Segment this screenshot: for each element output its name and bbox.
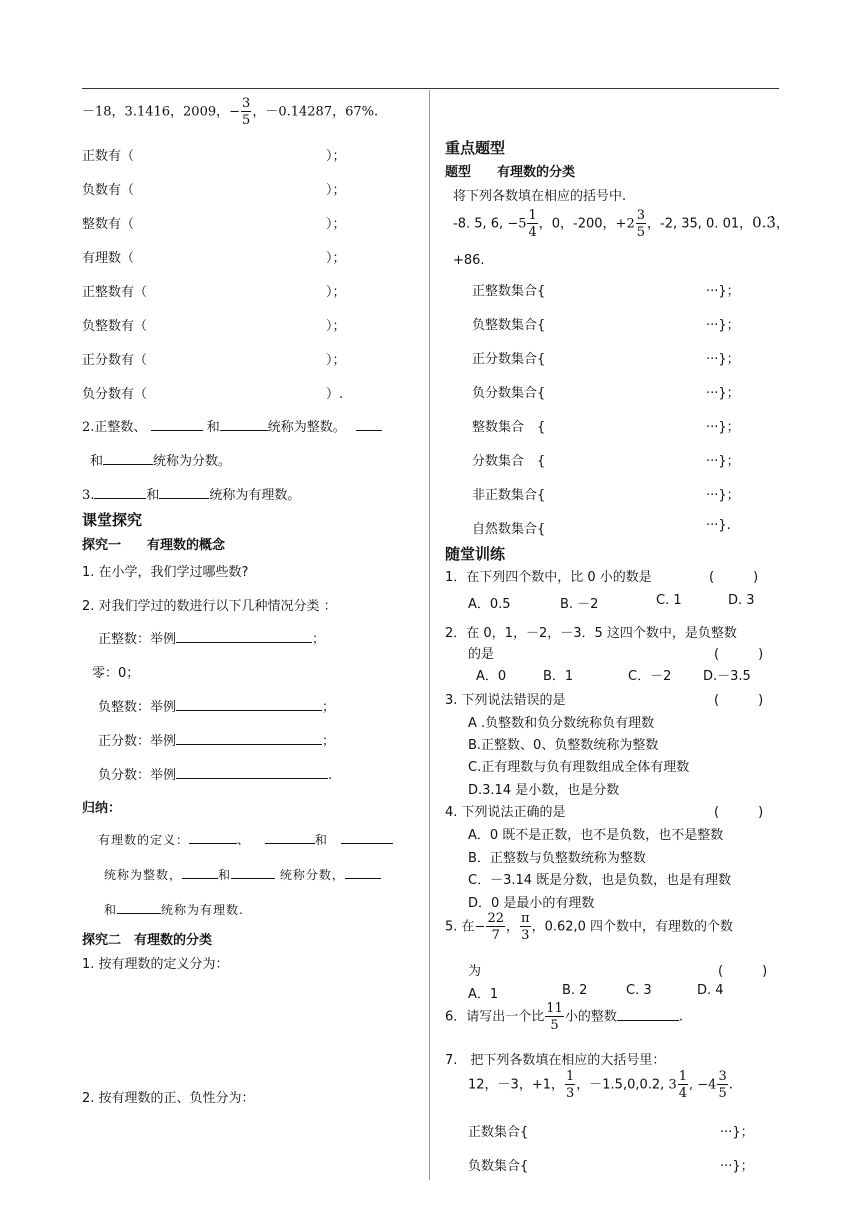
category-row: 正分数：举例 ； xyxy=(98,734,336,749)
option: B.正整数、0、负整数统称为整数 xyxy=(468,738,659,753)
section-title: 随堂训练 xyxy=(445,545,506,563)
fill-row: 负分数有（ xyxy=(82,387,148,402)
subsection-title: 探究一 有理数的概念 xyxy=(82,538,226,553)
question: 7. 把下列各数填在相应的大括号里： xyxy=(445,1053,666,1068)
summary-title: 归纳： xyxy=(82,801,122,816)
fraction: $\frac{\pi}{3}$ xyxy=(521,911,530,943)
fill-row: 正数有（ xyxy=(82,149,135,164)
question-cont: 为 xyxy=(468,964,482,979)
category-row: 零：0； xyxy=(92,666,140,681)
section-title: 重点题型 xyxy=(445,139,506,157)
question-cont: 的是 xyxy=(468,647,495,662)
summary-line: 统称为整数， 和 统称分数， xyxy=(104,866,381,883)
set-end: ···}； xyxy=(720,1159,754,1174)
category-row: 负整数：举例 ； xyxy=(98,700,336,715)
category-row: 正整数：举例 ； xyxy=(98,632,326,647)
fill-row: 负数有（ xyxy=(82,183,135,198)
fraction: $\frac{1}{3}$ xyxy=(565,1069,575,1101)
fill-row-end: ）； xyxy=(326,285,346,300)
q3-line: 3. 和 统称为有理数。 xyxy=(82,488,301,503)
answer-blank[interactable] xyxy=(176,698,322,711)
answer-paren[interactable]: ( ) xyxy=(709,570,759,585)
answer-blank[interactable] xyxy=(345,866,381,879)
set-label: 自然数集合{ xyxy=(472,522,546,537)
option: C．－3.14 既是分数，也是负数，也是有理数 xyxy=(468,873,732,888)
set-label: 非正数集合{ xyxy=(472,488,546,503)
option: B．正整数与负整数统称为整数 xyxy=(468,851,646,866)
question: 2. 按有理数的正、负性分为： xyxy=(82,1091,255,1106)
q2-line1: 2.正整数、 和 统称为整数。 xyxy=(82,416,382,435)
answer-blank[interactable] xyxy=(117,901,161,914)
option: D．0 是最小的有理数 xyxy=(468,896,595,911)
answer-blank[interactable] xyxy=(182,866,218,879)
set-label: 正数集合{ xyxy=(468,1125,529,1140)
option: A .负整数和负分数统称负有理数 xyxy=(468,716,655,731)
set-label: 正整数集合{ xyxy=(472,284,546,299)
option: C．－2 xyxy=(628,669,672,684)
fraction: $\frac{3}{5}$ xyxy=(242,96,251,128)
option: A．1 xyxy=(468,987,499,1002)
set-label: 整数集合 { xyxy=(472,420,546,435)
set-end: ···}； xyxy=(706,352,740,367)
fill-row: 有理数（ xyxy=(82,251,135,266)
set-label: 负整数集合{ xyxy=(472,318,546,333)
set-end: ···}. xyxy=(706,518,731,533)
section-title: 课堂探究 xyxy=(82,511,143,529)
fill-row-end: ）； xyxy=(326,353,346,368)
answer-blank[interactable] xyxy=(617,1008,679,1021)
set-end: ···}； xyxy=(706,318,740,333)
number-list: 12，－3，+1， $\frac{1}{3}$ ，－1.5,0,0.2, 3 $\frac{1}{4}$ , −4 $\frac{3}{5}$ . xyxy=(468,1069,733,1101)
fill-row-end: ）； xyxy=(326,251,346,266)
question: 2．在 0，1，－2，－3．5 这四个数中，是负整数 xyxy=(445,626,737,641)
instruction: 将下列各数填在相应的括号中. xyxy=(453,189,627,204)
fill-row-end: ）； xyxy=(326,319,346,334)
fill-row-end: ）； xyxy=(326,183,346,198)
answer-blank[interactable] xyxy=(265,831,315,844)
option: A．0.5 xyxy=(468,597,511,612)
summary-line: 有理数的定义： 、 和 xyxy=(98,831,393,848)
subsection-title: 探究二 有理数的分类 xyxy=(82,933,213,948)
category-row: 负分数：举例 . xyxy=(98,768,333,783)
answer-blank[interactable] xyxy=(220,418,268,431)
option: A．0 xyxy=(476,669,507,684)
set-label: 负分数集合{ xyxy=(472,386,546,401)
option: A．0 既不是正数，也不是负数，也不是整数 xyxy=(468,828,724,843)
question: 1. 按有理数的定义分为： xyxy=(82,957,229,972)
fill-row-end: ）. xyxy=(326,387,344,402)
set-end: ···}； xyxy=(720,1125,754,1140)
option: B．1 xyxy=(543,669,574,684)
set-end: ···}； xyxy=(706,454,740,469)
option: B. 2 xyxy=(562,983,588,998)
set-label: 负数集合{ xyxy=(468,1159,529,1174)
option: D. 4 xyxy=(697,983,724,998)
set-label: 分数集合 { xyxy=(472,454,546,469)
set-end: ···}； xyxy=(706,284,740,299)
answer-blank[interactable] xyxy=(176,732,322,745)
question: 5. 在− $\frac{22}{7}$ ， $\frac{\pi}{3}$ ，0.62,0 四个数中，有理数的个数 xyxy=(445,911,734,943)
question: 1. 在小学，我们学过哪些数? xyxy=(82,565,249,580)
option: C. 3 xyxy=(626,983,652,998)
question: 4. 下列说法正确的是 xyxy=(445,805,566,820)
question: 1．在下列四个数中，比 0 小的数是 xyxy=(445,570,652,585)
option: D.3.14 是小数，也是分数 xyxy=(468,783,620,798)
header-rule xyxy=(82,88,779,89)
answer-paren[interactable]: ( ) xyxy=(714,647,764,662)
question: 6．请写出一个比 $\frac{11}{5}$ 小的整数 . xyxy=(445,1001,683,1033)
answer-blank[interactable] xyxy=(189,831,237,844)
option: D. 3 xyxy=(728,593,755,608)
answer-paren[interactable]: ( ) xyxy=(714,693,764,708)
number-list: －18，3.1416，2009，− $\frac{3}{5}$ ，－0.14287，67%. xyxy=(82,96,379,128)
fraction: $\frac{3}{5}$ xyxy=(636,208,645,240)
question: 2. 对我们学过的数进行以下几种情况分类 ： xyxy=(82,599,337,614)
answer-blank[interactable] xyxy=(341,831,393,844)
set-end: ···}； xyxy=(706,386,740,401)
fraction: $\frac{3}{5}$ xyxy=(718,1069,727,1101)
question: 3. 下列说法错误的是 xyxy=(445,693,566,708)
answer-blank[interactable] xyxy=(231,866,275,879)
answer-paren[interactable]: ( ) xyxy=(718,964,768,979)
answer-blank[interactable] xyxy=(176,766,328,779)
fill-row: 正分数有（ xyxy=(82,353,148,368)
fill-row: 负整数有（ xyxy=(82,319,148,334)
option: C. 1 xyxy=(656,593,682,608)
fill-row-end: ）； xyxy=(326,149,346,164)
set-end: ···}； xyxy=(706,420,740,435)
number-list: -8. 5, 6, −5 $\frac{1}{4}$ ，0，-200，+2 $\frac{3}{5}$ ，-2, 35, 0. 01，0.3̇， xyxy=(453,208,789,240)
set-end: ···}； xyxy=(706,488,740,503)
fill-row: 正整数有（ xyxy=(82,285,148,300)
number-list-cont: +86. xyxy=(453,253,485,268)
fraction: $\frac{22}{7}$ xyxy=(487,911,504,943)
option: C.正有理数与负有理数组成全体有理数 xyxy=(468,760,690,775)
q2-line2: 和 统称为分数。 xyxy=(90,454,232,469)
fill-row-end: ）； xyxy=(326,217,346,232)
summary-line: 和 统称为有理数. xyxy=(104,903,244,917)
fraction: $\frac{11}{5}$ xyxy=(546,1001,563,1033)
option: D.－3.5 xyxy=(703,669,751,684)
column-divider xyxy=(429,90,430,1180)
answer-blank[interactable] xyxy=(356,418,382,431)
answer-blank[interactable] xyxy=(159,486,209,499)
answer-blank[interactable] xyxy=(176,630,312,643)
answer-blank[interactable] xyxy=(94,486,146,499)
subsection-title: 题型 有理数的分类 xyxy=(445,165,576,180)
answer-blank[interactable] xyxy=(103,452,153,465)
answer-blank[interactable] xyxy=(151,418,203,431)
fill-row: 整数有（ xyxy=(82,217,135,232)
set-label: 正分数集合{ xyxy=(472,352,546,367)
answer-paren[interactable]: ( ) xyxy=(714,805,764,820)
fraction: $\frac{1}{4}$ xyxy=(678,1069,687,1101)
fraction: $\frac{1}{4}$ xyxy=(528,208,537,240)
option: B. －2 xyxy=(560,597,599,612)
